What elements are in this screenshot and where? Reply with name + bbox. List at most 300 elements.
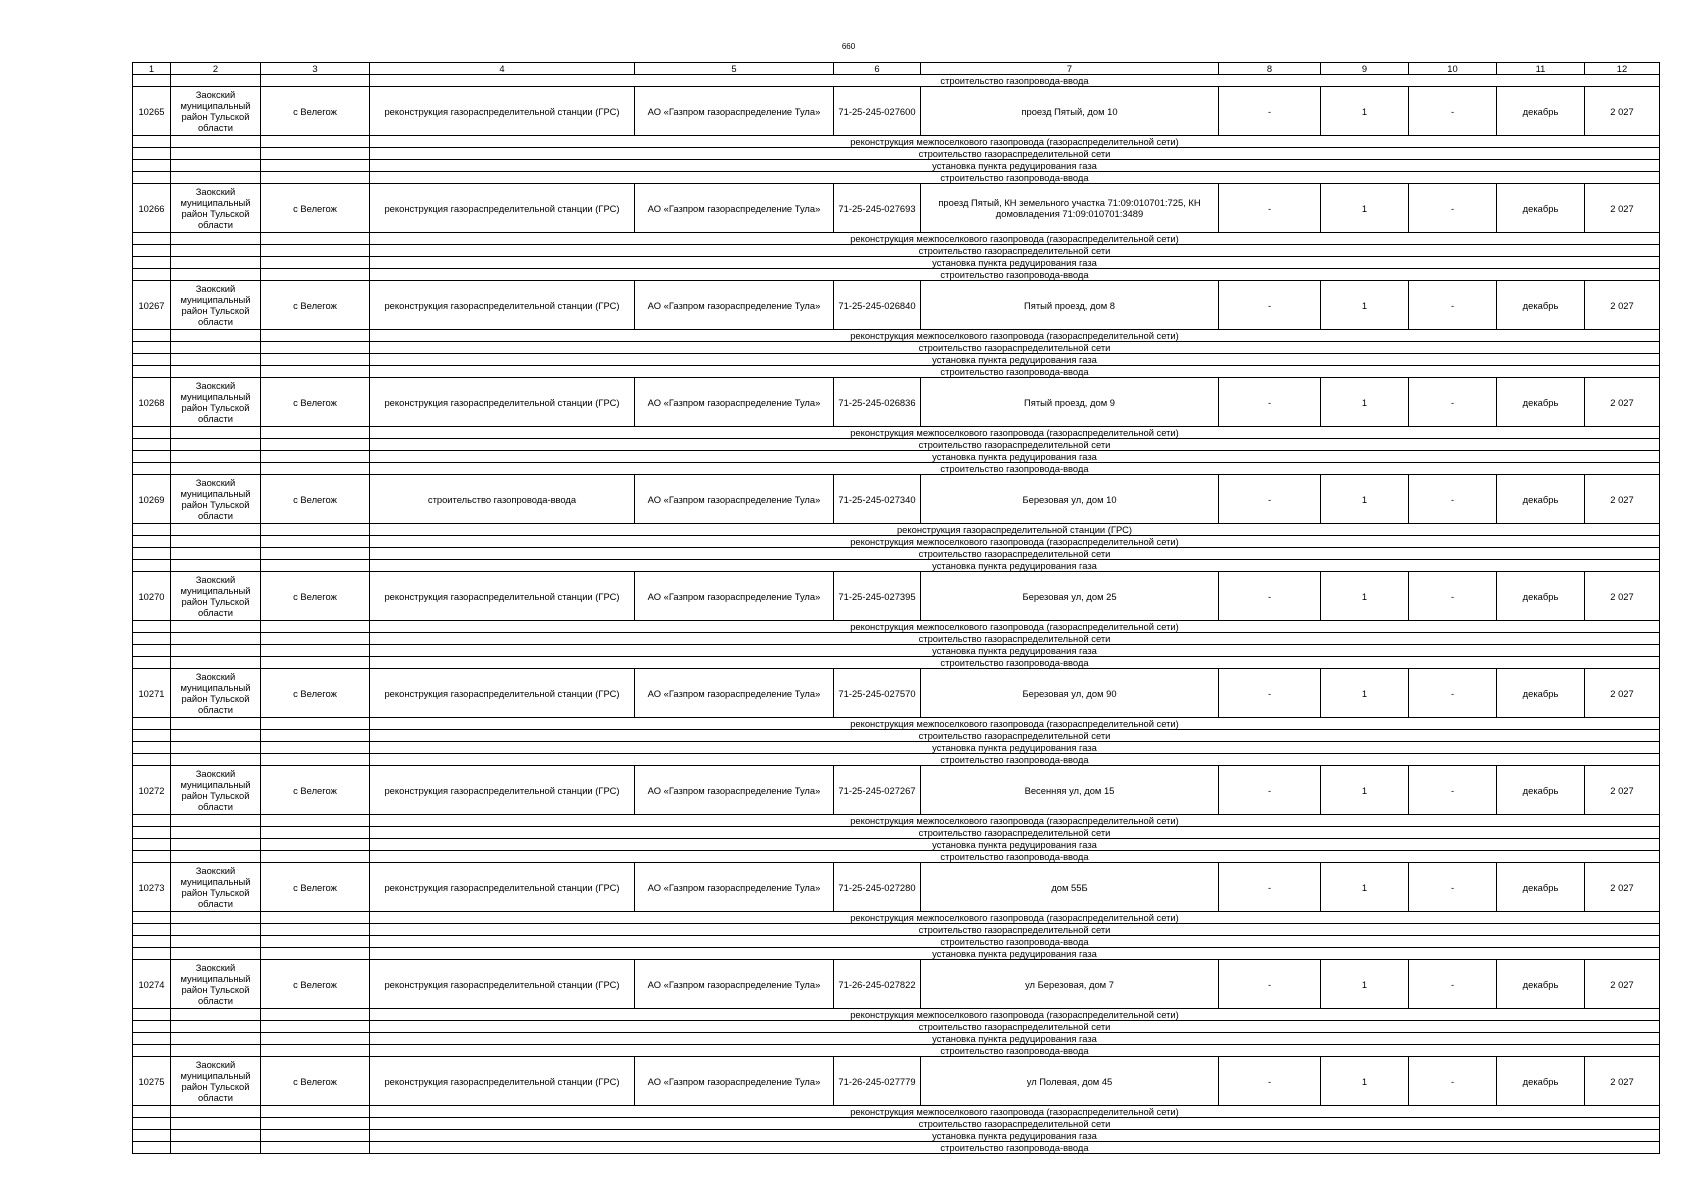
empty-cell — [133, 560, 171, 572]
empty-cell — [133, 330, 171, 342]
empty-cell — [133, 633, 171, 645]
sub-work-text: установка пункта редуцирования газа — [370, 839, 1660, 851]
empty-cell — [133, 245, 171, 257]
sub-work-row — [133, 342, 1660, 354]
year-cell: 2 027 — [1585, 378, 1660, 427]
district-cell: Заокский муниципальный район Тульской области — [171, 378, 261, 427]
object-code-cell: 71-26-245-027779 — [834, 1057, 921, 1106]
empty-cell — [171, 718, 261, 730]
col8-cell: - — [1219, 863, 1321, 912]
empty-cell — [171, 427, 261, 439]
district-cell: Заокский муниципальный район Тульской области — [171, 87, 261, 136]
sub-work-text: строительство газопровода-ввода — [370, 1142, 1660, 1154]
col8-cell: - — [1219, 669, 1321, 718]
work-type-cell: реконструкция газораспределительной станции (ГРС) — [370, 87, 635, 136]
settlement-cell: с Велегож — [261, 960, 370, 1009]
empty-cell — [261, 657, 370, 669]
settlement-cell: с Велегож — [261, 378, 370, 427]
empty-cell — [261, 815, 370, 827]
sub-work-row — [133, 924, 1660, 936]
col9-cell: 1 — [1321, 669, 1409, 718]
settlement-cell: с Велегож — [261, 281, 370, 330]
sub-work-row — [133, 815, 1660, 827]
year-cell: 2 027 — [1585, 572, 1660, 621]
empty-cell — [133, 548, 171, 560]
empty-cell — [261, 172, 370, 184]
empty-cell — [171, 912, 261, 924]
sub-work-text: строительство газопровода-ввода — [370, 851, 1660, 863]
sub-work-row — [133, 330, 1660, 342]
sub-work-text: строительство газораспределительной сети — [370, 245, 1660, 257]
empty-cell — [133, 148, 171, 160]
row-number: 10268 — [133, 378, 171, 427]
month-cell: декабрь — [1497, 475, 1585, 524]
empty-cell — [133, 742, 171, 754]
empty-cell — [171, 1009, 261, 1021]
empty-cell — [171, 948, 261, 960]
organization-cell: АО «Газпром газораспределение Тула» — [635, 669, 834, 718]
row-number: 10275 — [133, 1057, 171, 1106]
sub-work-text: реконструкция межпоселкового газопровода (газораспределительной сети) — [370, 536, 1660, 548]
table-row — [133, 572, 1660, 621]
empty-cell — [261, 330, 370, 342]
empty-cell — [261, 827, 370, 839]
col9-cell: 1 — [1321, 766, 1409, 815]
sub-work-text: строительство газопровода-ввода — [370, 172, 1660, 184]
month-cell: декабрь — [1497, 1057, 1585, 1106]
empty-cell — [261, 160, 370, 172]
organization-cell: АО «Газпром газораспределение Тула» — [635, 960, 834, 1009]
district-cell: Заокский муниципальный район Тульской области — [171, 475, 261, 524]
empty-cell — [171, 269, 261, 281]
column-header: 11 — [1497, 63, 1585, 75]
sub-work-row — [133, 560, 1660, 572]
district-cell: Заокский муниципальный район Тульской области — [171, 572, 261, 621]
sub-work-row — [133, 354, 1660, 366]
sub-work-text: установка пункта редуцирования газа — [370, 257, 1660, 269]
empty-cell — [261, 1033, 370, 1045]
empty-cell — [261, 645, 370, 657]
empty-cell — [171, 1106, 261, 1118]
empty-cell — [261, 75, 370, 87]
table-row — [133, 475, 1660, 524]
empty-cell — [133, 172, 171, 184]
work-type-cell: реконструкция газораспределительной станции (ГРС) — [370, 572, 635, 621]
year-cell: 2 027 — [1585, 281, 1660, 330]
col10-cell: - — [1409, 669, 1497, 718]
sub-work-text: строительство газопровода-ввода — [370, 936, 1660, 948]
sub-work-text: строительство газопровода-ввода — [370, 269, 1660, 281]
empty-cell — [261, 633, 370, 645]
empty-cell — [261, 245, 370, 257]
district-cell: Заокский муниципальный район Тульской области — [171, 669, 261, 718]
empty-cell — [171, 536, 261, 548]
empty-cell — [171, 730, 261, 742]
empty-cell — [261, 536, 370, 548]
empty-cell — [133, 75, 171, 87]
empty-cell — [133, 912, 171, 924]
sub-work-row — [133, 172, 1660, 184]
col8-cell: - — [1219, 766, 1321, 815]
empty-cell — [261, 233, 370, 245]
col10-cell: - — [1409, 572, 1497, 621]
empty-cell — [171, 839, 261, 851]
empty-cell — [133, 948, 171, 960]
empty-cell — [171, 742, 261, 754]
settlement-cell: с Велегож — [261, 87, 370, 136]
sub-work-text: строительство газопровода-ввода — [370, 75, 1660, 87]
empty-cell — [133, 160, 171, 172]
month-cell: декабрь — [1497, 378, 1585, 427]
row-number: 10272 — [133, 766, 171, 815]
empty-cell — [133, 827, 171, 839]
settlement-cell: с Велегож — [261, 184, 370, 233]
empty-cell — [133, 524, 171, 536]
sub-work-row — [133, 1142, 1660, 1154]
empty-cell — [261, 1009, 370, 1021]
empty-cell — [171, 1130, 261, 1142]
organization-cell: АО «Газпром газораспределение Тула» — [635, 572, 834, 621]
address-cell: дом 55Б — [921, 863, 1219, 912]
empty-cell — [261, 718, 370, 730]
address-cell: Пятый проезд, дом 8 — [921, 281, 1219, 330]
settlement-cell: с Велегож — [261, 572, 370, 621]
empty-cell — [171, 463, 261, 475]
table-row — [133, 863, 1660, 912]
sub-work-text: строительство газораспределительной сети — [370, 439, 1660, 451]
district-cell: Заокский муниципальный район Тульской области — [171, 960, 261, 1009]
sub-work-row — [133, 851, 1660, 863]
sub-work-text: строительство газораспределительной сети — [370, 827, 1660, 839]
sub-work-row — [133, 75, 1660, 87]
col8-cell: - — [1219, 281, 1321, 330]
month-cell: декабрь — [1497, 281, 1585, 330]
sub-work-row — [133, 257, 1660, 269]
empty-cell — [261, 948, 370, 960]
col10-cell: - — [1409, 766, 1497, 815]
organization-cell: АО «Газпром газораспределение Тула» — [635, 1057, 834, 1106]
empty-cell — [133, 815, 171, 827]
month-cell: декабрь — [1497, 669, 1585, 718]
sub-work-text: строительство газопровода-ввода — [370, 1045, 1660, 1057]
empty-cell — [261, 269, 370, 281]
empty-cell — [133, 1009, 171, 1021]
column-header: 6 — [834, 63, 921, 75]
col10-cell: - — [1409, 87, 1497, 136]
empty-cell — [261, 1118, 370, 1130]
empty-cell — [133, 645, 171, 657]
empty-cell — [133, 342, 171, 354]
empty-cell — [171, 657, 261, 669]
empty-cell — [171, 1045, 261, 1057]
col9-cell: 1 — [1321, 184, 1409, 233]
object-code-cell: 71-25-245-027693 — [834, 184, 921, 233]
year-cell: 2 027 — [1585, 184, 1660, 233]
empty-cell — [261, 427, 370, 439]
column-header: 8 — [1219, 63, 1321, 75]
empty-cell — [133, 536, 171, 548]
sub-work-text: строительство газопровода-ввода — [370, 463, 1660, 475]
col8-cell: - — [1219, 87, 1321, 136]
empty-cell — [133, 451, 171, 463]
empty-cell — [133, 1118, 171, 1130]
address-cell: проезд Пятый, КН земельного участка 71:09:010701:725, КН домовладения 71:09:010701:3489 — [921, 184, 1219, 233]
address-cell: проезд Пятый, дом 10 — [921, 87, 1219, 136]
empty-cell — [133, 269, 171, 281]
object-code-cell: 71-25-245-027340 — [834, 475, 921, 524]
col10-cell: - — [1409, 863, 1497, 912]
empty-cell — [261, 1106, 370, 1118]
sub-work-row — [133, 269, 1660, 281]
address-cell: ул Березовая, дом 7 — [921, 960, 1219, 1009]
row-number: 10266 — [133, 184, 171, 233]
column-header: 9 — [1321, 63, 1409, 75]
sub-work-text: реконструкция межпоселкового газопровода (газораспределительной сети) — [370, 136, 1660, 148]
sub-work-text: реконструкция межпоселкового газопровода (газораспределительной сети) — [370, 427, 1660, 439]
settlement-cell: с Велегож — [261, 766, 370, 815]
sub-work-text: строительство газораспределительной сети — [370, 1021, 1660, 1033]
col10-cell: - — [1409, 184, 1497, 233]
sub-work-row — [133, 754, 1660, 766]
empty-cell — [133, 366, 171, 378]
district-cell: Заокский муниципальный район Тульской области — [171, 863, 261, 912]
empty-cell — [171, 548, 261, 560]
sub-work-text: строительство газораспределительной сети — [370, 924, 1660, 936]
empty-cell — [171, 633, 261, 645]
empty-cell — [261, 451, 370, 463]
col9-cell: 1 — [1321, 863, 1409, 912]
address-cell: Березовая ул, дом 90 — [921, 669, 1219, 718]
col9-cell: 1 — [1321, 960, 1409, 1009]
sub-work-text: реконструкция межпоселкового газопровода (газораспределительной сети) — [370, 718, 1660, 730]
sub-work-row — [133, 657, 1660, 669]
district-cell: Заокский муниципальный район Тульской области — [171, 281, 261, 330]
sub-work-text: установка пункта редуцирования газа — [370, 451, 1660, 463]
sub-work-text: строительство газораспределительной сети — [370, 1118, 1660, 1130]
col9-cell: 1 — [1321, 572, 1409, 621]
empty-cell — [133, 851, 171, 863]
sub-work-row — [133, 136, 1660, 148]
empty-cell — [133, 924, 171, 936]
column-header: 4 — [370, 63, 635, 75]
empty-cell — [261, 1045, 370, 1057]
sub-work-row — [133, 524, 1660, 536]
table-row — [133, 378, 1660, 427]
address-cell: Березовая ул, дом 25 — [921, 572, 1219, 621]
object-code-cell: 71-26-245-027822 — [834, 960, 921, 1009]
empty-cell — [133, 621, 171, 633]
empty-cell — [261, 366, 370, 378]
empty-cell — [261, 754, 370, 766]
settlement-cell: с Велегож — [261, 863, 370, 912]
sub-work-text: строительство газораспределительной сети — [370, 342, 1660, 354]
row-number: 10265 — [133, 87, 171, 136]
address-cell: ул Полевая, дом 45 — [921, 1057, 1219, 1106]
sub-work-text: установка пункта редуцирования газа — [370, 948, 1660, 960]
sub-work-text: строительство газопровода-ввода — [370, 366, 1660, 378]
work-type-cell: реконструкция газораспределительной станции (ГРС) — [370, 378, 635, 427]
empty-cell — [261, 257, 370, 269]
empty-cell — [133, 1142, 171, 1154]
empty-cell — [171, 827, 261, 839]
empty-cell — [133, 754, 171, 766]
sub-work-row — [133, 160, 1660, 172]
col8-cell: - — [1219, 960, 1321, 1009]
sub-work-row — [133, 233, 1660, 245]
row-number: 10271 — [133, 669, 171, 718]
col9-cell: 1 — [1321, 378, 1409, 427]
organization-cell: АО «Газпром газораспределение Тула» — [635, 87, 834, 136]
column-header: 10 — [1409, 63, 1497, 75]
object-code-cell: 71-25-245-026840 — [834, 281, 921, 330]
empty-cell — [171, 936, 261, 948]
empty-cell — [171, 1118, 261, 1130]
col9-cell: 1 — [1321, 475, 1409, 524]
sub-work-text: установка пункта редуцирования газа — [370, 1033, 1660, 1045]
sub-work-row — [133, 366, 1660, 378]
sub-work-row — [133, 439, 1660, 451]
col8-cell: - — [1219, 475, 1321, 524]
empty-cell — [261, 1021, 370, 1033]
sub-work-text: реконструкция межпоселкового газопровода (газораспределительной сети) — [370, 815, 1660, 827]
empty-cell — [171, 451, 261, 463]
sub-work-text: реконструкция межпоселкового газопровода (газораспределительной сети) — [370, 1009, 1660, 1021]
row-number: 10273 — [133, 863, 171, 912]
work-type-cell: реконструкция газораспределительной станции (ГРС) — [370, 281, 635, 330]
col10-cell: - — [1409, 378, 1497, 427]
empty-cell — [171, 1033, 261, 1045]
page-number: 660 — [841, 42, 856, 51]
row-number: 10274 — [133, 960, 171, 1009]
sub-work-row — [133, 730, 1660, 742]
row-number: 10269 — [133, 475, 171, 524]
work-type-cell: реконструкция газораспределительной станции (ГРС) — [370, 863, 635, 912]
organization-cell: АО «Газпром газораспределение Тула» — [635, 863, 834, 912]
year-cell: 2 027 — [1585, 475, 1660, 524]
sub-work-row — [133, 742, 1660, 754]
empty-cell — [261, 924, 370, 936]
empty-cell — [171, 439, 261, 451]
settlement-cell: с Велегож — [261, 475, 370, 524]
column-header: 2 — [171, 63, 261, 75]
empty-cell — [171, 330, 261, 342]
month-cell: декабрь — [1497, 184, 1585, 233]
row-number: 10270 — [133, 572, 171, 621]
document-table — [132, 62, 1660, 1154]
empty-cell — [261, 936, 370, 948]
empty-cell — [261, 548, 370, 560]
sub-work-text: реконструкция газораспределительной станции (ГРС) — [370, 524, 1660, 536]
sub-work-row — [133, 1009, 1660, 1021]
empty-cell — [261, 851, 370, 863]
column-header-row — [133, 63, 1660, 75]
sub-work-row — [133, 536, 1660, 548]
empty-cell — [261, 621, 370, 633]
sub-work-row — [133, 1045, 1660, 1057]
empty-cell — [171, 1142, 261, 1154]
district-cell: Заокский муниципальный район Тульской области — [171, 184, 261, 233]
sub-work-text: реконструкция межпоселкового газопровода (газораспределительной сети) — [370, 233, 1660, 245]
empty-cell — [171, 754, 261, 766]
col10-cell: - — [1409, 960, 1497, 1009]
work-type-cell: строительство газопровода-ввода — [370, 475, 635, 524]
settlement-cell: с Велегож — [261, 1057, 370, 1106]
empty-cell — [171, 257, 261, 269]
year-cell: 2 027 — [1585, 669, 1660, 718]
column-header: 5 — [635, 63, 834, 75]
empty-cell — [261, 524, 370, 536]
sub-work-row — [133, 936, 1660, 948]
empty-cell — [171, 560, 261, 572]
empty-cell — [261, 839, 370, 851]
sub-work-row — [133, 827, 1660, 839]
empty-cell — [133, 1045, 171, 1057]
sub-work-text: установка пункта редуцирования газа — [370, 1130, 1660, 1142]
col10-cell: - — [1409, 475, 1497, 524]
sub-work-row — [133, 427, 1660, 439]
sub-work-row — [133, 1106, 1660, 1118]
sub-work-text: реконструкция межпоселкового газопровода (газораспределительной сети) — [370, 330, 1660, 342]
empty-cell — [133, 839, 171, 851]
organization-cell: АО «Газпром газораспределение Тула» — [635, 475, 834, 524]
col9-cell: 1 — [1321, 281, 1409, 330]
empty-cell — [133, 730, 171, 742]
sub-work-row — [133, 463, 1660, 475]
object-code-cell: 71-25-245-027395 — [834, 572, 921, 621]
object-code-cell: 71-25-245-027267 — [834, 766, 921, 815]
col8-cell: - — [1219, 378, 1321, 427]
sub-work-text: установка пункта редуцирования газа — [370, 742, 1660, 754]
sub-work-row — [133, 1130, 1660, 1142]
sub-work-row — [133, 621, 1660, 633]
year-cell: 2 027 — [1585, 863, 1660, 912]
address-cell: Пятый проезд, дом 9 — [921, 378, 1219, 427]
empty-cell — [133, 233, 171, 245]
work-type-cell: реконструкция газораспределительной станции (ГРС) — [370, 184, 635, 233]
column-header: 3 — [261, 63, 370, 75]
object-code-cell: 71-25-245-027600 — [834, 87, 921, 136]
empty-cell — [133, 257, 171, 269]
sub-work-row — [133, 1021, 1660, 1033]
organization-cell: АО «Газпром газораспределение Тула» — [635, 378, 834, 427]
empty-cell — [133, 1021, 171, 1033]
empty-cell — [171, 245, 261, 257]
year-cell: 2 027 — [1585, 960, 1660, 1009]
sub-work-row — [133, 548, 1660, 560]
sub-work-text: строительство газораспределительной сети — [370, 730, 1660, 742]
sub-work-row — [133, 912, 1660, 924]
row-number: 10267 — [133, 281, 171, 330]
month-cell: декабрь — [1497, 572, 1585, 621]
empty-cell — [171, 924, 261, 936]
work-type-cell: реконструкция газораспределительной станции (ГРС) — [370, 766, 635, 815]
empty-cell — [261, 463, 370, 475]
col8-cell: - — [1219, 1057, 1321, 1106]
empty-cell — [261, 742, 370, 754]
empty-cell — [171, 160, 261, 172]
empty-cell — [171, 148, 261, 160]
empty-cell — [171, 75, 261, 87]
month-cell: декабрь — [1497, 960, 1585, 1009]
district-cell: Заокский муниципальный район Тульской области — [171, 1057, 261, 1106]
col8-cell: - — [1219, 184, 1321, 233]
col10-cell: - — [1409, 1057, 1497, 1106]
sub-work-row — [133, 1118, 1660, 1130]
empty-cell — [171, 342, 261, 354]
empty-cell — [171, 524, 261, 536]
object-code-cell: 71-25-245-027570 — [834, 669, 921, 718]
sub-work-text: установка пункта редуцирования газа — [370, 560, 1660, 572]
